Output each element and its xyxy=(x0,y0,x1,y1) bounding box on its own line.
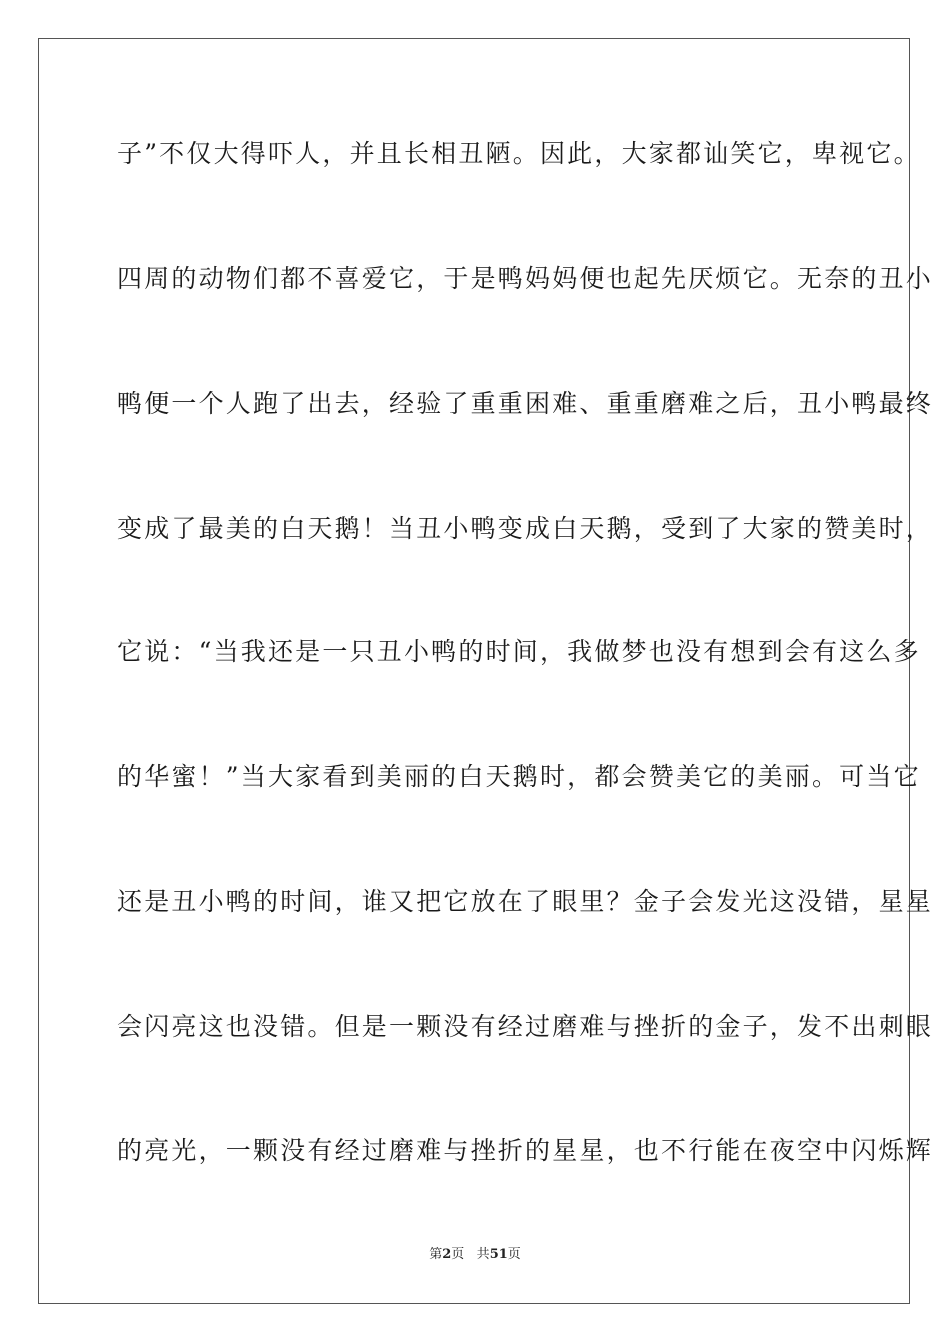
text-line: 会闪亮这也没错。但是一颗没有经过磨难与挫折的金子，发不出刺眼 xyxy=(117,1012,934,1041)
text-line: 子”不仅大得吓人，并且长相丑陋。因此，大家都讪笑它，卑视它。 xyxy=(117,139,921,168)
page-footer xyxy=(0,1246,950,1264)
page-number: 2 xyxy=(442,1247,452,1262)
text-line: 还是丑小鸭的时间，谁又把它放在了眼里？金子会发光这没错，星星 xyxy=(117,887,934,916)
page-prefix: 第 xyxy=(429,1247,443,1262)
page-border xyxy=(38,38,934,1304)
text-line: 变成了最美的白天鹅！当丑小鸭变成白天鹅，受到了大家的赞美时， xyxy=(117,514,934,543)
text-line: 的华蜜！”当大家看到美丽的白天鹅时，都会赞美它的美丽。可当它 xyxy=(117,762,921,791)
total-prefix: 共 xyxy=(476,1247,490,1262)
page-suffix: 页 xyxy=(451,1247,465,1262)
text-line: 它说：“当我还是一只丑小鸭的时间，我做梦也没有想到会有这么多 xyxy=(117,637,921,666)
text-line: 鸭便一个人跑了出去，经验了重重困难、重重磨难之后，丑小鸭最终 xyxy=(117,389,934,418)
total-suffix: 页 xyxy=(507,1247,521,1262)
text-line: 的亮光，一颗没有经过磨难与挫折的星星，也不行能在夜空中闪烁辉 xyxy=(117,1136,934,1165)
text-line: 四周的动物们都不喜爱它，于是鸭妈妈便也起先厌烦它。无奈的丑小 xyxy=(117,264,934,293)
total-pages: 51 xyxy=(489,1247,508,1262)
